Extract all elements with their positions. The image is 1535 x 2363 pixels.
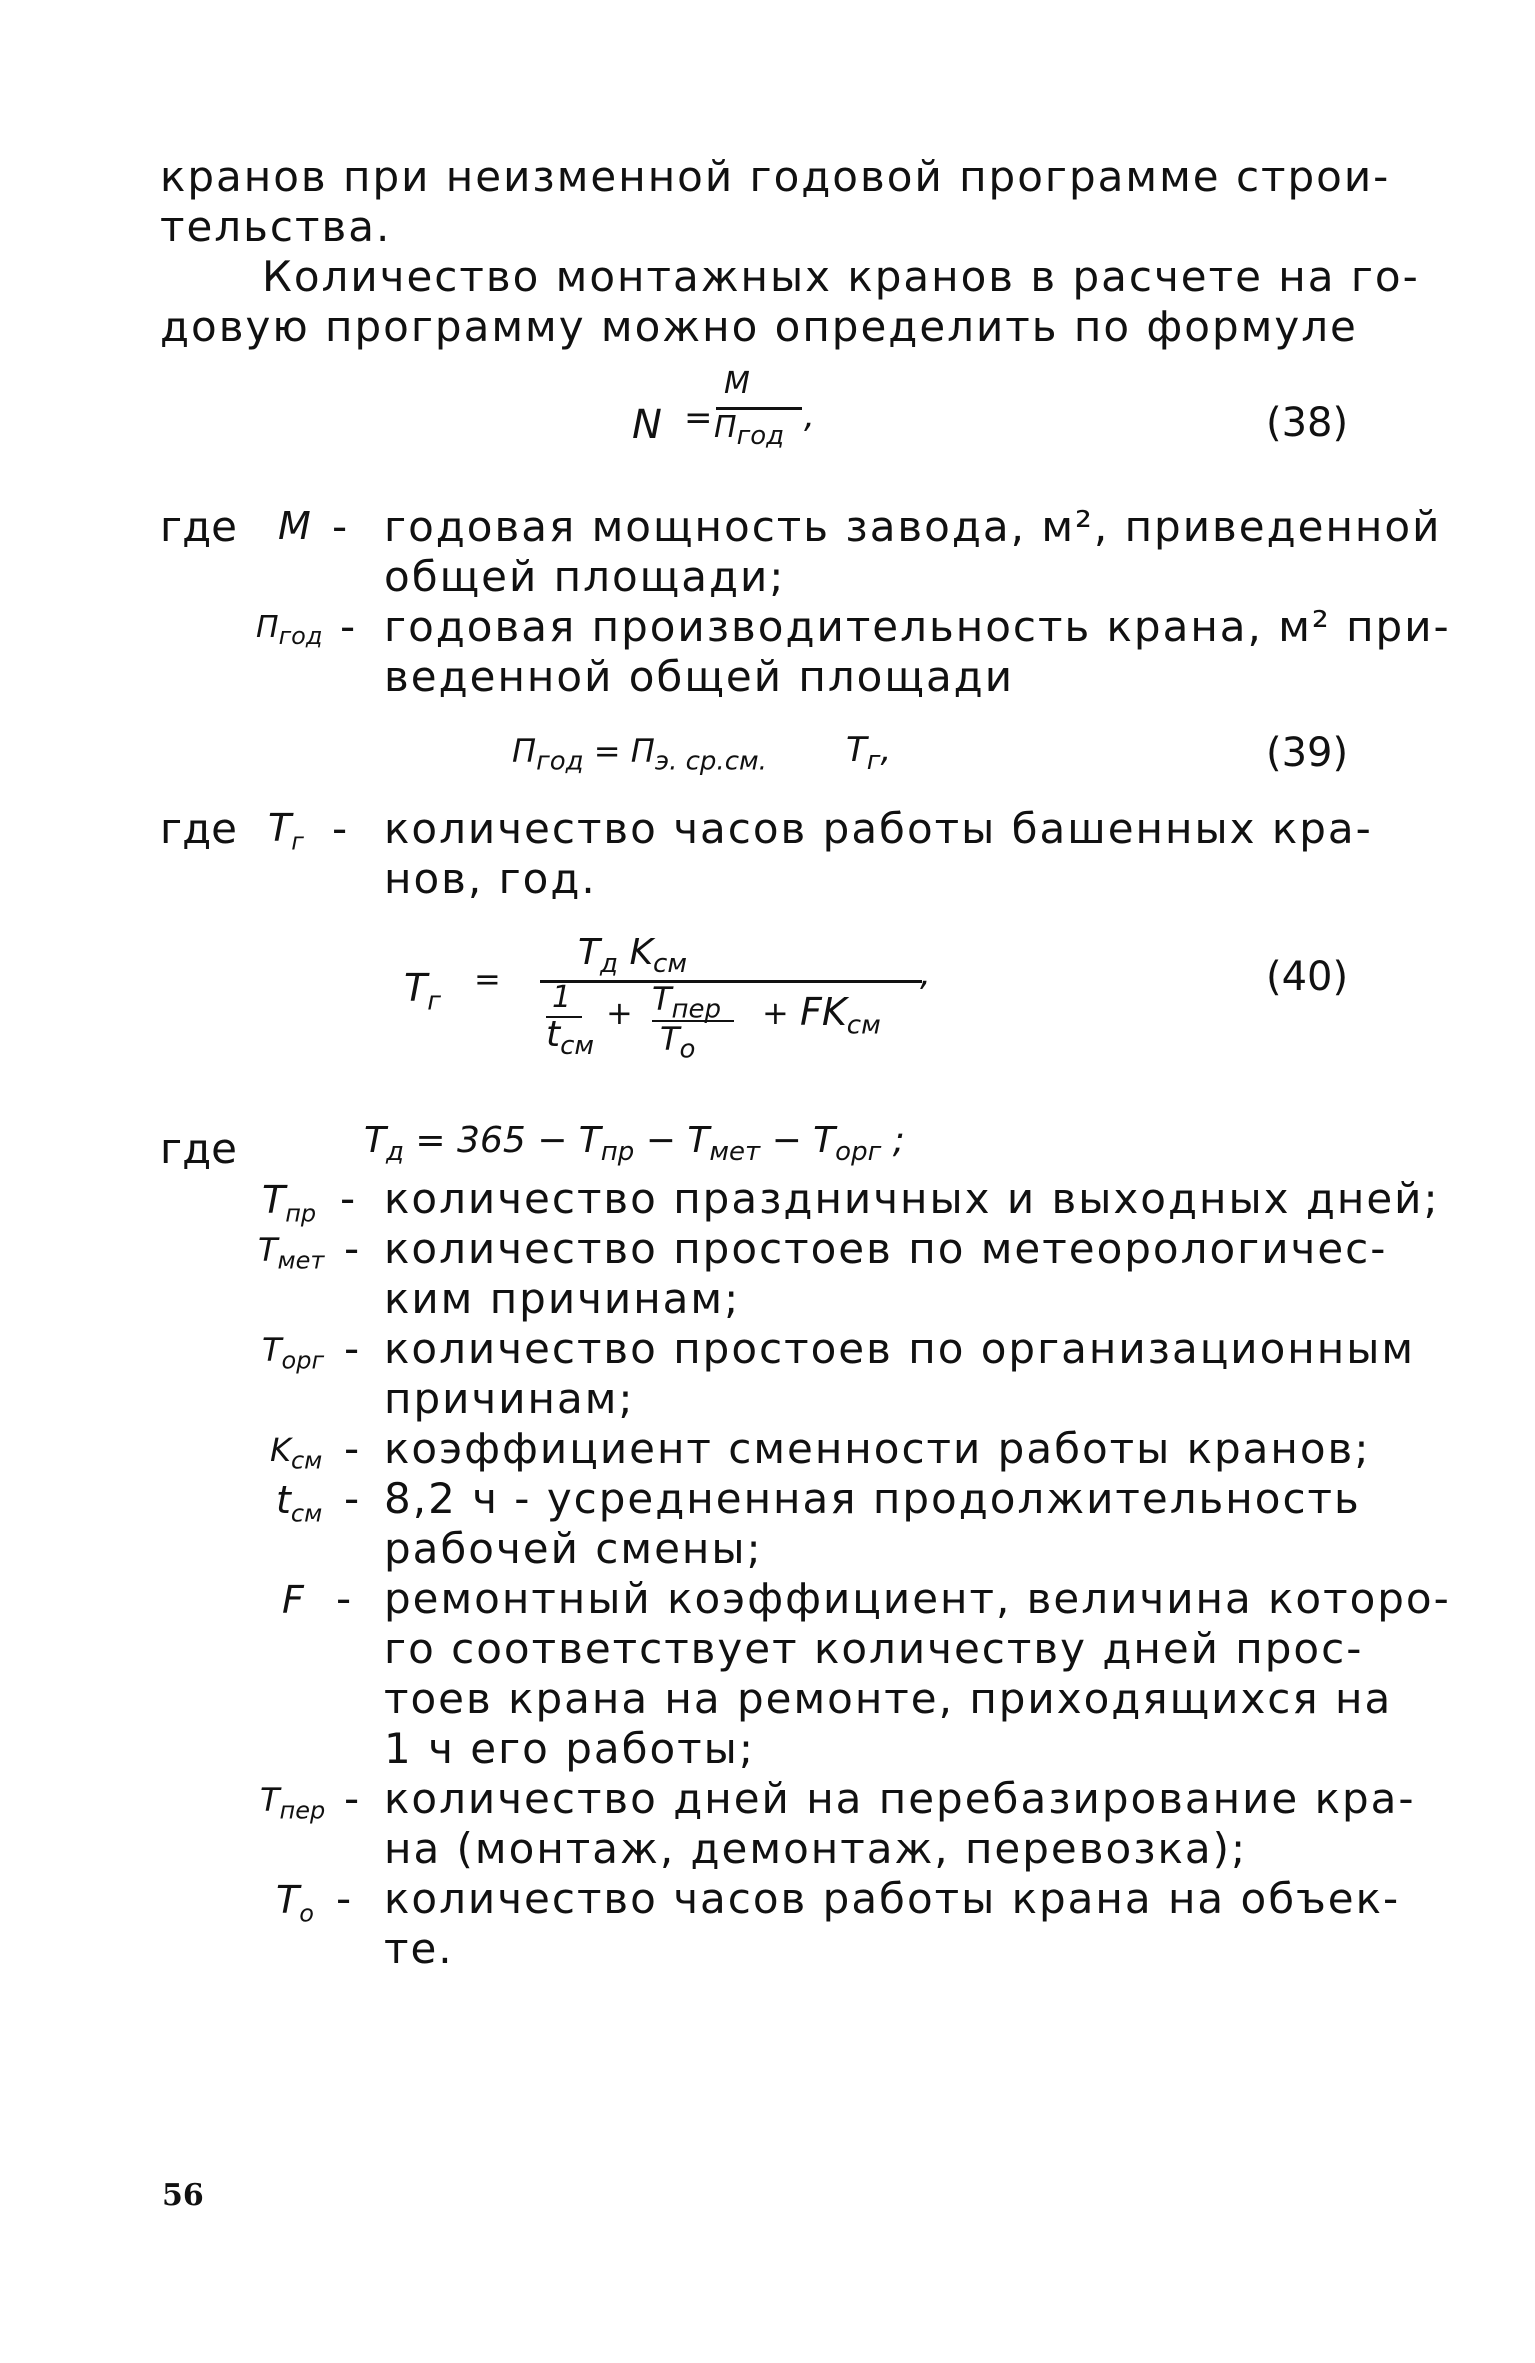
equation-number-39: (39) xyxy=(1266,730,1349,776)
def-symbol-Tpr: $T_{пр}$ xyxy=(262,1178,317,1228)
formula-40-fraction-bar xyxy=(540,980,922,983)
formula-40-den-tper: $T_{пер}$ xyxy=(652,980,722,1025)
def-text-M-line-1: годовая мощность завода, м², приведенной xyxy=(384,502,1442,551)
def-text-Tper-line-2: на (монтаж, демонтаж, перевозка); xyxy=(384,1824,1248,1873)
where-label-39: где xyxy=(160,804,237,853)
formula-40-den-fk: $FK_{см}$ xyxy=(800,990,881,1041)
def-text-tsm-line-2: рабочей смены; xyxy=(384,1524,763,1573)
formula-38-comma: , xyxy=(804,396,815,436)
def-text-Pgod-line-1: годовая производительность крана, м² при- xyxy=(384,602,1451,651)
def-text-Tmet-line-1: количество простоев по метеорологичес- xyxy=(384,1224,1388,1273)
def-text-Tpr-line-1: количество праздничных и выходных дней; xyxy=(384,1174,1440,1223)
def-symbol-Tg: $T_г$ xyxy=(268,806,304,856)
formula-40-lhs: $T_г$ xyxy=(404,966,441,1017)
formula-40-numerator: $T_д$ $K_{см}$ xyxy=(578,932,687,980)
formula-38-numerator: M xyxy=(724,366,750,401)
def-symbol-Torg: $T_{орг}$ xyxy=(262,1331,325,1375)
def-text-Tper-line-1: количество дней на перебазирование кра- xyxy=(384,1774,1416,1823)
def-dash: - xyxy=(336,1874,352,1923)
intro-line-4: довую программу можно определить по формуле xyxy=(160,302,1358,351)
def-dash: - xyxy=(344,1774,360,1823)
formula-40-den-to: $T_о$ xyxy=(660,1020,696,1065)
def-text-F-line-3: тоев крана на ремонте, приходящихся на xyxy=(384,1674,1393,1723)
formula-td: $T_д = 365 - T_{пр} - T_{мет} - T_{орг}$ ; xyxy=(364,1120,905,1168)
formula-38-lhs: N xyxy=(632,402,662,448)
def-symbol-F: F xyxy=(282,1578,304,1622)
def-text-Tg-line-1: количество часов работы башенных кра- xyxy=(384,804,1373,853)
def-text-tsm-line-1: 8,2 ч - усредненная продолжительность xyxy=(384,1474,1361,1523)
def-dash: - xyxy=(344,1224,360,1273)
def-text-F-line-1: ремонтный коэффициент, величина которо- xyxy=(384,1574,1451,1623)
def-dash: - xyxy=(344,1324,360,1373)
formula-40-eq: = xyxy=(474,960,501,998)
def-dash: - xyxy=(332,502,348,551)
def-text-To-line-1: количество часов работы крана на объек- xyxy=(384,1874,1401,1923)
def-text-Tg-line-2: нов, год. xyxy=(384,854,597,903)
def-text-Torg-line-2: причинам; xyxy=(384,1374,635,1423)
formula-40-comma: , xyxy=(920,954,931,994)
formula-40-plus-2: + xyxy=(762,994,789,1032)
def-text-Pgod-line-2: веденной общей площади xyxy=(384,652,1015,701)
def-symbol-Tper: $T_{пер}$ xyxy=(260,1781,326,1825)
def-text-F-line-4: 1 ч его работы; xyxy=(384,1724,755,1773)
def-symbol-M: M xyxy=(278,504,311,548)
formula-40-plus-1: + xyxy=(606,994,633,1032)
page-number: 56 xyxy=(162,2178,204,2213)
intro-line-2: тельства. xyxy=(160,202,392,251)
def-symbol-Ksm: $K_{см}$ xyxy=(270,1431,323,1475)
formula-38-denominator: $П_{год}$ xyxy=(714,410,785,451)
def-dash: - xyxy=(344,1424,360,1473)
def-dash: - xyxy=(332,804,348,853)
def-dash: - xyxy=(344,1474,360,1523)
def-dash: - xyxy=(340,602,356,651)
def-text-M-line-2: общей площади; xyxy=(384,552,786,601)
equation-number-38: (38) xyxy=(1266,400,1349,446)
def-text-Tmet-line-2: ким причинам; xyxy=(384,1274,741,1323)
formula-40-den-one: 1 xyxy=(552,980,572,1015)
def-symbol-tsm: $t_{см}$ xyxy=(276,1478,323,1528)
def-dash: - xyxy=(336,1574,352,1623)
def-symbol-Tmet: $T_{мет}$ xyxy=(258,1231,325,1275)
intro-line-1: кранов при неизменной годовой программе строи- xyxy=(160,152,1391,201)
formula-38-eq: = xyxy=(684,398,713,438)
def-dash: - xyxy=(340,1174,356,1223)
def-text-Torg-line-1: количество простоев по организационным xyxy=(384,1324,1416,1373)
def-text-To-line-2: те. xyxy=(384,1924,454,1973)
def-text-Ksm-line-1: коэффициент сменности работы кранов; xyxy=(384,1424,1371,1473)
intro-line-3: Количество монтажных кранов в расчете на го- xyxy=(262,252,1420,301)
equation-number-40: (40) xyxy=(1266,954,1349,1000)
formula-39-body: $П_{год} = П_{э. ср.см.}$ xyxy=(512,732,767,777)
formula-39-t: $T_г$, xyxy=(846,730,892,776)
def-symbol-To: $T_о$ xyxy=(276,1878,314,1928)
where-label-38: где xyxy=(160,502,237,551)
def-text-F-line-2: го соответствует количеству дней прос- xyxy=(384,1624,1364,1673)
where-label-40: где xyxy=(160,1124,237,1173)
def-symbol-Pgod: $П_{год}$ xyxy=(256,610,323,650)
formula-40-den-t: $t_{см}$ xyxy=(546,1014,595,1062)
